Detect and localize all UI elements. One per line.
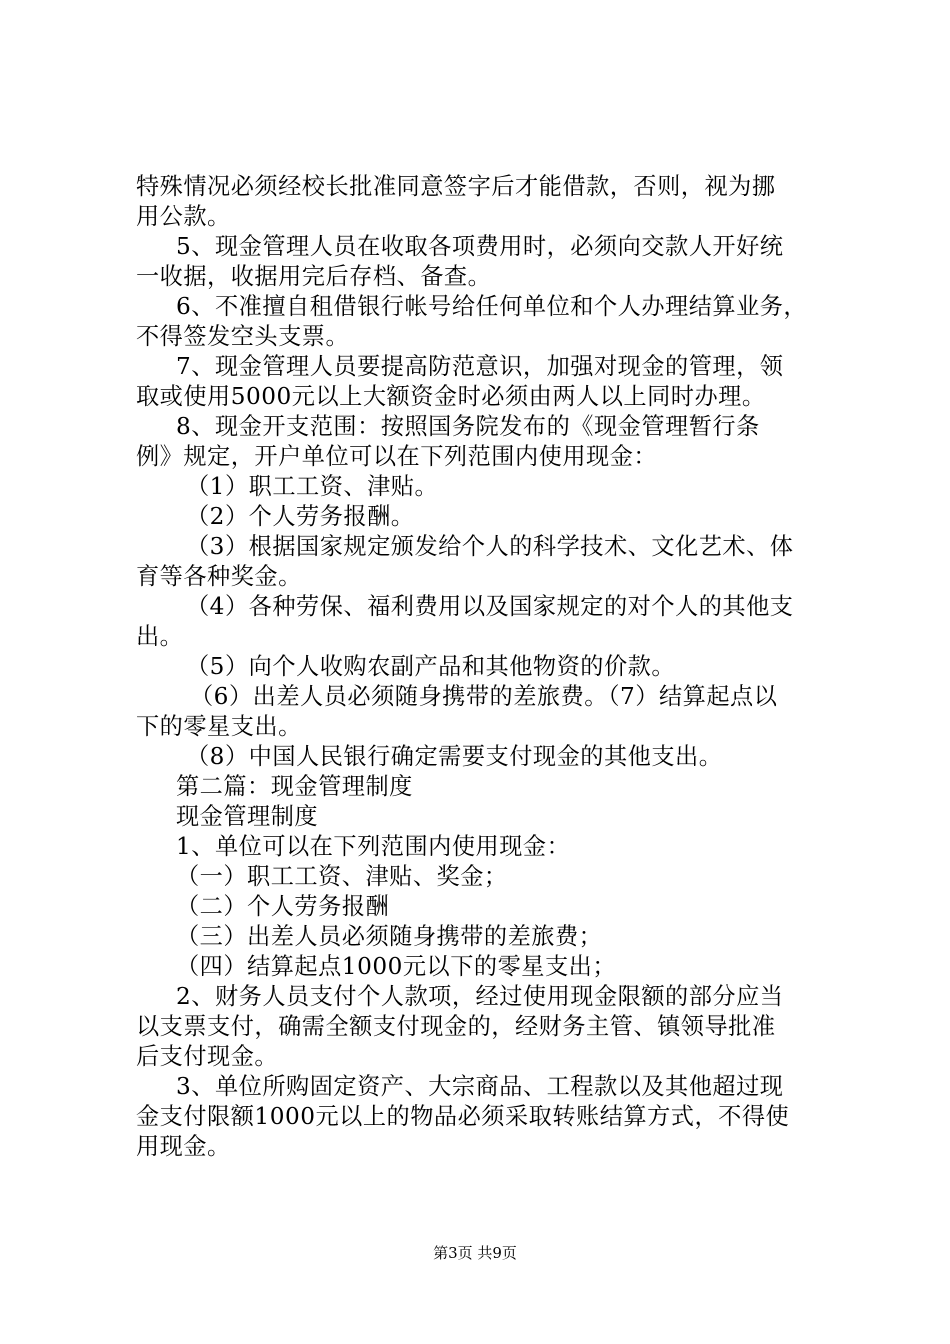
text-line: 下的零星支出。 [136, 713, 302, 740]
text-line: 6、不准擅自租借银行帐号给任何单位和个人办理结算业务， [176, 293, 808, 320]
text-line: （二）个人劳务报酬 [176, 893, 390, 920]
text-line: 例》规定，开户单位可以在下列范围内使用现金： [136, 443, 658, 470]
text-line: 后支付现金。 [136, 1043, 279, 1070]
text-line: （3）根据国家规定颁发给个人的科学技术、文化艺术、体 [186, 533, 794, 560]
text-line: 一收据，收据用完后存档、备查。 [136, 263, 492, 290]
text-line: （8）中国人民银行确定需要支付现金的其他支出。 [186, 743, 723, 770]
text-line: 金支付限额1000元以上的物品必须采取转账结算方式，不得使 [136, 1103, 790, 1130]
text-line: （1）职工工资、津贴。 [186, 473, 439, 500]
text-line: （6）出差人员必须随身携带的差旅费。（7）结算起点以 [190, 683, 778, 710]
text-line: 8、现金开支范围：按照国务院发布的《现金管理暂行条 [176, 413, 760, 440]
text-line: 育等各种奖金。 [136, 563, 302, 590]
page-number: 第3页 共9页 [433, 1244, 517, 1262]
text-line: （三）出差人员必须随身携带的差旅费； [176, 923, 603, 950]
text-line: （四）结算起点1000元以下的零星支出； [176, 953, 617, 980]
text-line: 5、现金管理人员在收取各项费用时，必须向交款人开好统 [176, 233, 784, 260]
text-line: 用现金。 [136, 1133, 231, 1160]
section-heading: 第二篇：现金管理制度 [176, 773, 413, 800]
text-line: （4）各种劳保、福利费用以及国家规定的对个人的其他支 [186, 593, 794, 620]
text-line: 3、单位所购固定资产、大宗商品、工程款以及其他超过现 [176, 1073, 784, 1100]
text-line: 以支票支付，确需全额支付现金的，经财务主管、镇领导批准 [136, 1013, 776, 1040]
section-title: 现金管理制度 [176, 803, 319, 830]
text-line: 特殊情况必须经校长批准同意签字后才能借款，否则，视为挪 [136, 173, 776, 200]
text-line: 不得签发空头支票。 [136, 323, 350, 350]
text-line: （5）向个人收购农副产品和其他物资的价款。 [186, 653, 676, 680]
text-line: 1、单位可以在下列范围内使用现金： [176, 833, 571, 860]
text-line: 7、现金管理人员要提高防范意识，加强对现金的管理，领 [176, 353, 784, 380]
text-line: （一）职工工资、津贴、奖金； [176, 863, 508, 890]
page-footer [0, 1243, 950, 1263]
document-body [136, 172, 832, 1162]
text-line: 出。 [136, 623, 184, 650]
text-line: 取或使用5000元以上大额资金时必须由两人以上同时办理。 [136, 383, 766, 410]
text-line: 用公款。 [136, 203, 231, 230]
text-line: （2）个人劳务报酬。 [186, 503, 415, 530]
text-line: 2、财务人员支付个人款项，经过使用现金限额的部分应当 [176, 983, 784, 1010]
